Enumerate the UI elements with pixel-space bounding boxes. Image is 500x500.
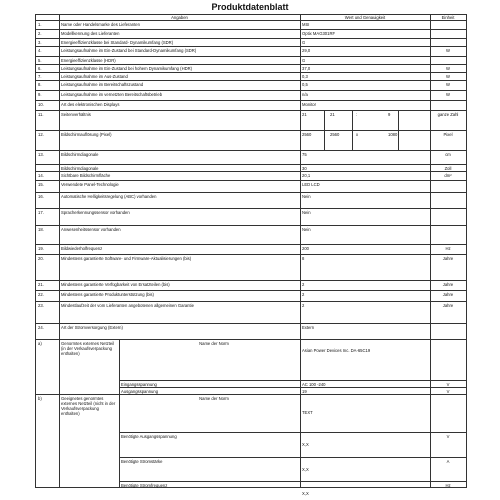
row-unit: W (446, 65, 450, 71)
psu-b-row-unit: A (446, 458, 450, 464)
psu-b-row-unit: Hz (445, 482, 451, 488)
value-rule (352, 110, 353, 130)
row-value: 2 (302, 302, 305, 308)
value-part-2: 1080 (388, 131, 398, 137)
row-number: 19. (38, 245, 44, 251)
value-part-1: 21 (302, 111, 307, 117)
row-number: 9. (38, 91, 42, 97)
row-label: Automatische Helligkeitsregelung (ABC) vorhanden (61, 193, 157, 199)
value-rule (324, 110, 325, 130)
row-label: Bildschirmdiagonale (61, 165, 99, 171)
psu-b-row-value: X,X (302, 442, 309, 447)
row-label: Mindestens garantierte Verfügbarkeit von Ersatzteilen (bis) (61, 281, 170, 287)
table-row-rule (119, 380, 466, 381)
row-label: Energieeffizienzklasse bei Standard- Dynamikumfang (SDR) (61, 39, 174, 45)
row-label: Verwendete Panel-Technologie (61, 181, 119, 187)
row-number: 6. (38, 65, 42, 71)
psu-a-input-unit: V (446, 381, 450, 387)
table-row-rule (35, 150, 466, 151)
psu-a-output-value: 19 (302, 388, 307, 394)
row-label: Energieeffizienzklasse (HDR) (61, 57, 116, 63)
row-number: 14. (38, 172, 44, 178)
row-label: Art der Stromversorgung (Extern) (61, 324, 123, 330)
row-unit: Jahre (442, 302, 454, 308)
row-label: Bildschirmdiagonale (61, 151, 99, 157)
row-number: 7. (38, 73, 42, 79)
psu-a-label: Genormtes externes Netzteil (in der Verkaufsverpackung enthalten) (61, 341, 115, 356)
psu-b-row-value: X,X (302, 491, 309, 496)
row-unit: Jahre (442, 255, 454, 261)
row-number: 5. (38, 57, 42, 63)
row-unit: W (446, 81, 450, 87)
row-value: 30 (302, 165, 307, 171)
row-value: Monitor (302, 101, 316, 107)
table-row-rule (119, 457, 466, 458)
table-row-rule (35, 339, 466, 340)
column-rule (119, 339, 120, 394)
row-unit: ganze Zahl (437, 111, 459, 117)
row-value: 75 (302, 151, 307, 157)
row-label: Leistungsaufnahme im Aus-Zustand (61, 73, 128, 79)
row-number: 10. (38, 101, 44, 107)
value-separator: : (356, 111, 358, 117)
psu-b-row-unit: V (446, 433, 450, 439)
row-label: Leistungsaufnahme im Ein-Zustand bei Standard-Dynamikumfang (SDR) (61, 47, 197, 53)
row-unit: Hz (445, 245, 451, 251)
table-border-bottom (35, 487, 467, 488)
psu-b-row-label: Benötigte Stromfrequenz (121, 482, 168, 488)
product-data-table (35, 14, 466, 496)
row-number: 11. (38, 111, 44, 117)
row-label: Bildwiederholfrequenz (61, 245, 103, 251)
row-value: n/a (302, 91, 308, 97)
table-row-rule (35, 110, 466, 111)
row-value: 37,0 (302, 65, 311, 71)
row-value: 8 (302, 255, 305, 261)
column-rule (430, 14, 431, 487)
row-value: Nein (302, 193, 311, 199)
psu-b-row-label: Benötigte Ausgangsspannung (121, 433, 177, 439)
row-number: 15. (38, 181, 44, 187)
psu-a-number: a) (38, 341, 42, 346)
row-value: 200 (302, 245, 309, 251)
table-row-rule (35, 164, 466, 165)
row-value: G (302, 57, 306, 63)
row-label: Sichtbare Bildschirmfläche (61, 172, 111, 178)
value-separator: x (356, 131, 359, 137)
column-rule (300, 394, 301, 487)
psu-b-name-value: TEXT (302, 410, 313, 415)
row-unit: Jahre (442, 281, 454, 287)
row-label: Name oder Handelsmarke des Lieferanten (61, 21, 140, 27)
row-value: LED LCD (302, 181, 320, 187)
row-label: Mindestens garantierte Software- und Firmware-Aktualisierungen (bis) (61, 255, 192, 261)
row-number: 20. (38, 255, 44, 261)
row-label: Mindestens garantierte Produktunterstützung (bis) (61, 291, 154, 297)
row-label: Leistungsaufnahme im Bereitschaftszustand (61, 81, 144, 87)
value-rule (324, 130, 325, 150)
row-label: Leistungsaufnahme im Ein-Zustand bei hohem Dynamikumfang (HDR) (61, 65, 193, 71)
row-unit: Jahre (442, 291, 454, 297)
value-rule (398, 110, 399, 130)
row-number: 21. (38, 281, 44, 287)
table-row-rule (119, 481, 466, 482)
row-unit: dm² (444, 172, 452, 178)
header-angaben: Angaben (171, 15, 188, 20)
psu-a-name-value: Asian Power Devices Inc. DA-65C19 (302, 348, 371, 353)
row-unit: W (446, 73, 450, 79)
row-number: 22. (38, 291, 44, 297)
column-rule (300, 14, 301, 394)
row-label: Mindestlaufzeit der vom Lieferanten angebotenen allgemeinen Garantie (61, 302, 194, 308)
row-value: Nein (302, 226, 311, 232)
row-unit: cm (445, 151, 451, 157)
row-label: Seitenverhältnis (61, 111, 91, 117)
row-value: G (302, 39, 306, 45)
row-value: 2 (302, 281, 305, 287)
row-number: 3. (38, 39, 42, 45)
value-rule (352, 130, 353, 150)
page-title: Produktdatenblatt (211, 2, 289, 12)
value-part-2: 9 (388, 111, 391, 117)
row-label: Leistungsaufnahme im vernetzten Bereitschaftsbetrieb (61, 91, 163, 97)
row-value: Nein (302, 209, 311, 215)
table-border-left (35, 14, 36, 487)
row-unit: W (446, 91, 450, 97)
row-value: 0,3 (302, 73, 308, 79)
row-value: 2 (302, 291, 305, 297)
row-value: Optix MAG301RF (302, 30, 336, 36)
row-label: Modellkennung des Lieferanten (61, 30, 120, 36)
psu-b-label: Geeignetes genormtes externes Netzteil (nicht in der Verkaufsverpackung enthalten) (61, 396, 116, 416)
row-number: 2. (38, 30, 42, 36)
row-number: 16. (38, 193, 44, 199)
psu-a-input-value: AC 100 -240 (302, 381, 326, 387)
psu-a-input-label: Eingangsspannung (121, 381, 157, 387)
row-number: 24. (38, 324, 44, 330)
row-number: 23. (38, 302, 44, 308)
row-label: Anwesenheitssensor vorhanden (61, 226, 121, 232)
row-number: 13. (38, 151, 44, 157)
column-rule (119, 394, 120, 487)
row-number: 12. (38, 131, 44, 137)
row-number: 17. (38, 209, 44, 215)
psu-a-output-label: Ausgangsspannung (121, 388, 159, 394)
row-number: 1. (38, 21, 42, 27)
header-einheit: Einheit (441, 15, 455, 20)
value-part-1-number: 21 (330, 111, 335, 117)
table-row-rule (35, 394, 466, 395)
header-wert: Wert und Genauigkeit (344, 15, 386, 20)
row-number: 18. (38, 226, 44, 232)
row-value: Extern (302, 324, 315, 330)
psu-b-name-label: Name der Norm (199, 396, 229, 401)
row-value: MSI (302, 21, 310, 27)
row-value: 20,1 (302, 172, 311, 178)
row-label: Bildschirmauflösung (Pixel) (61, 131, 112, 137)
table-row-rule (119, 387, 466, 388)
row-number: 4. (38, 47, 42, 53)
row-label: Art des elektronischen Displays (61, 101, 120, 107)
row-value: 0,5 (302, 81, 308, 87)
row-unit: Zoll (444, 165, 452, 171)
row-value: 29,0 (302, 47, 311, 53)
value-part-1-number: 2560 (330, 131, 340, 137)
column-rule (59, 14, 60, 487)
psu-b-number: b) (38, 396, 42, 401)
psu-b-row-label: Benötigte Stromstärke (121, 458, 163, 464)
value-part-1: 2560 (302, 131, 312, 137)
psu-a-name-label: Name der Norm (199, 341, 229, 346)
value-rule (398, 130, 399, 150)
psu-a-output-unit: V (446, 388, 450, 394)
row-unit: W (446, 47, 450, 53)
row-unit: Pixel (443, 131, 453, 137)
row-number: 8. (38, 81, 42, 87)
row-label: Spracherkennungssensor vorhanden (61, 209, 130, 215)
table-border-right (466, 14, 467, 487)
psu-b-row-value: X,X (302, 467, 309, 472)
